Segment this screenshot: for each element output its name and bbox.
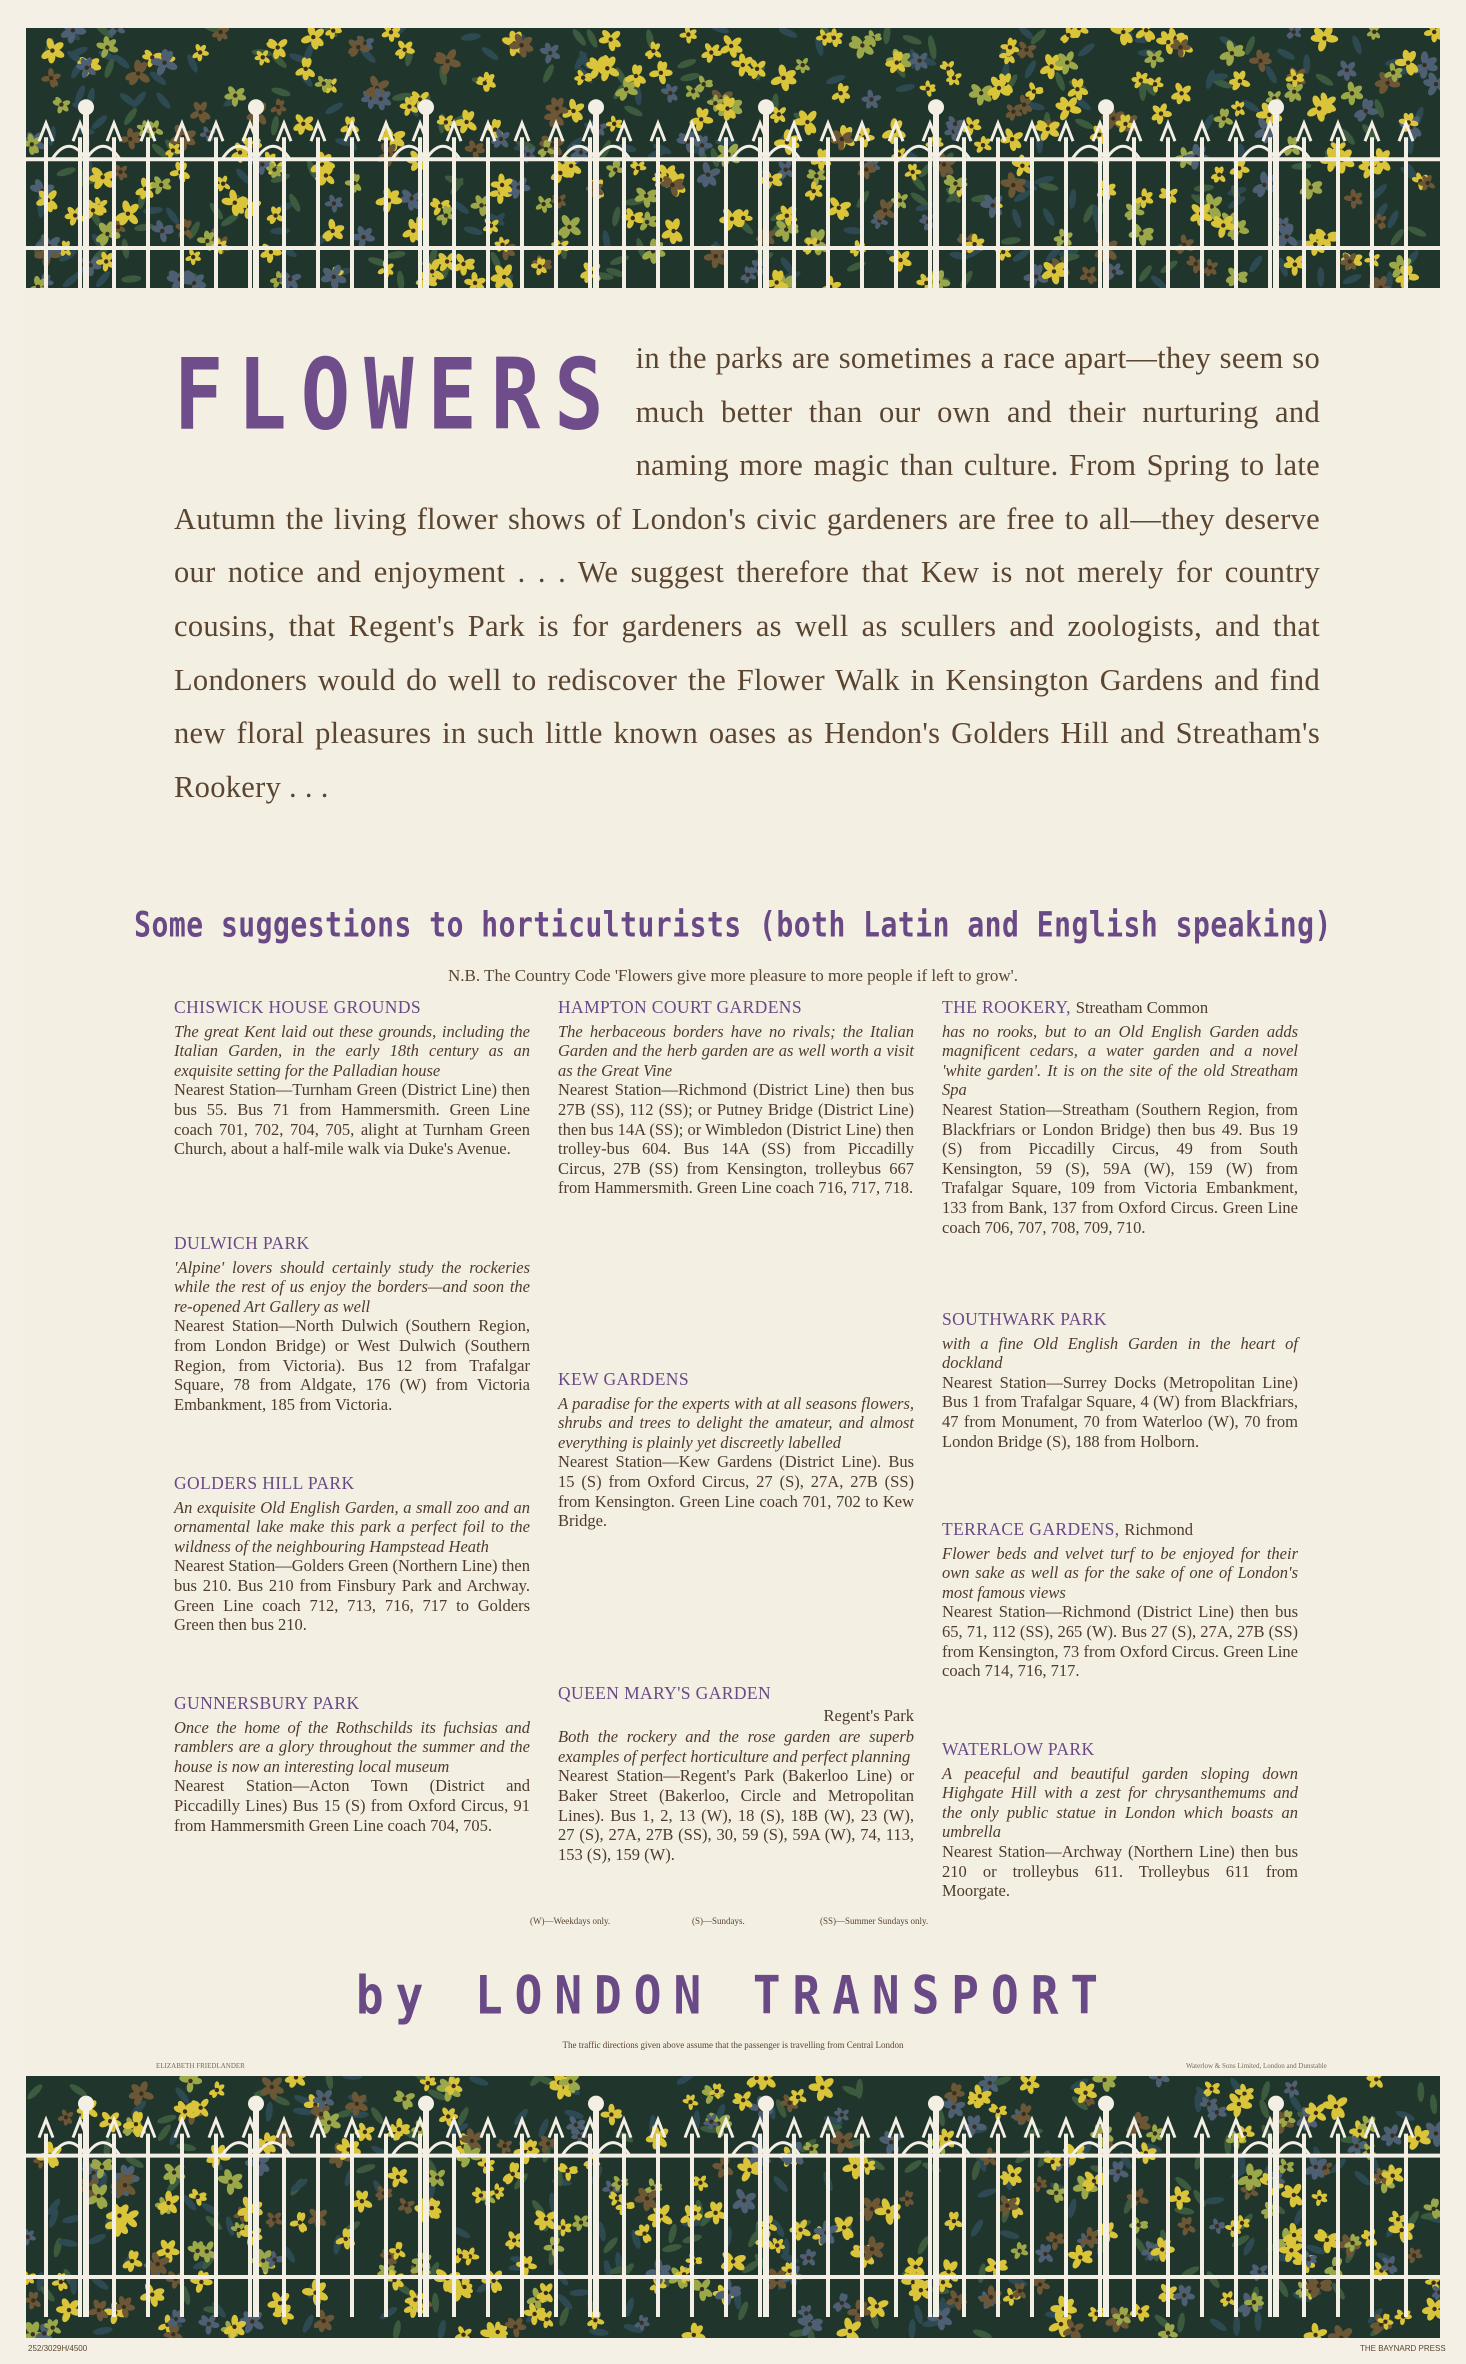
entry-title: HAMPTON COURT GARDENS (558, 997, 802, 1017)
flowers-heading: FLOWERS (174, 338, 618, 453)
entry-chiswick-house (174, 998, 530, 1159)
suggestions-subheading: Some suggestions to horticulturists (both Latin and English speaking) (134, 903, 1332, 946)
london-transport-brand: by LONDON TRANSPORT (355, 1963, 1111, 2027)
entry-description: An exquisite Old English Garden, a small zoo and an ornamental lake make this park a perfect foil to the wildness of the neighbouring Hampstead Heath (174, 1497, 530, 1556)
entry-the-rookery (942, 998, 1298, 1237)
floral-railing-band-bottom (26, 2076, 1440, 2338)
entry-golders-hill-park (174, 1474, 530, 1635)
printer-credit: Waterlow & Sons Limited, London and Dunstable (1186, 2062, 1327, 2070)
entry-dulwich-park (174, 1234, 530, 1414)
entry-description: has no rooks, but to an Old English Garden adds magnificent cedars, a water garden and a novel 'white garden'. It is on the site of the old Streatham Spa (942, 1021, 1298, 1100)
entry-directions: Nearest Station—Streatham (Southern Region, from Blackfriars or London Bridge) then bus 49. Bus 19 (S) from Piccadilly Circus, 49 from South Kensington, 59 (S), 59A (W), 159 (W) from Trafalgar Square, 109 from Victoria Embankment, 133 from Bank, 137 from Oxford Circus. Green Line coach 706, 707, 708, 709, 710. (942, 1099, 1298, 1237)
entry-directions: Nearest Station—Archway (Northern Line) then bus 210 or trolleybus 611. Trolleybus 611 from Moorgate. (942, 1841, 1298, 1901)
traffic-directions-note: The traffic directions given above assume that the passenger is travelling from Central London (562, 2040, 904, 2050)
floral-railing-band-top (26, 28, 1440, 288)
entry-description: Once the home of the Rothschilds its fuchsias and ramblers are a glory throughout the summer and the house is now an interesting local museum (174, 1717, 530, 1776)
country-code-note: N.B. The Country Code 'Flowers give more pleasure to more people if left to grow'. (448, 966, 1018, 985)
entry-terrace-gardens (942, 1520, 1298, 1681)
entry-directions: Nearest Station—Regent's Park (Bakerloo Line) or Baker Street (Bakerloo, Circle and Metropolitan Lines). Bus 1, 2, 13 (W), 18 (S), 18B (W), 23 (W), 27 (S), 27A, 27B (SS), 30, 59 (S), 59A (W), 74, 113, 153 (S), 159 (W). (558, 1766, 914, 1864)
entry-title-main: TERRACE GARDENS, (942, 1519, 1120, 1539)
intro-paragraph (174, 332, 1320, 814)
print-code: 252/3029H/4500 (28, 2344, 88, 2353)
intro-text: in the parks are sometimes a race apart—they seem so much better than our own and their nurturing and naming more magic than culture. From Spring to late Autumn the living flower shows of London's civic gardeners are free to all—they deserve our notice and enjoyment . . . We suggest therefore that Kew is not merely for country cousins, that Regent's Park is for gardeners as well as scullers and zoologists, and that Londoners would do well to rediscover the Flower Walk in Kensington Gardens and find new floral pleasures in such little known oases as Hendon's Golders Hill and Streatham's Rookery . . . (174, 341, 1320, 804)
entry-description: Flower beds and velvet turf to be enjoyed for their own sake as well as for the sake of one of London's most famous views (942, 1543, 1298, 1602)
entry-directions: Nearest Station—Acton Town (District and Piccadilly Lines) Bus 15 (S) from Oxford Circus, 91 from Hammersmith Green Line coach 704, 705. (174, 1776, 530, 1835)
legend-summer-sundays: (SS)—Summer Sundays only. (820, 1916, 929, 1926)
entry-description: 'Alpine' lovers should certainly study the rockeries while the rest of us enjoy the borders—and soon the re-opened Art Gallery as well (174, 1257, 530, 1316)
entry-description: The herbaceous borders have no rivals; the Italian Garden and the herb garden are as well worth a visit as the Great Vine (558, 1021, 914, 1080)
entry-title-suffix: Richmond (1124, 1520, 1194, 1539)
legend-weekdays: (W)—Weekdays only. (530, 1916, 611, 1926)
entry-subtitle: Regent's Park (823, 1705, 914, 1725)
entry-description: The great Kent laid out these grounds, including the Italian Garden, in the early 18th century as an exquisite setting for the Palladian house (174, 1021, 530, 1080)
entry-hampton-court (558, 998, 914, 1198)
entry-title: GUNNERSBURY PARK (174, 1693, 360, 1713)
entry-title: SOUTHWARK PARK (942, 1309, 1107, 1329)
entry-description: A peaceful and beautiful garden sloping down Highgate Hill with a zest for chrysanthemums and the only public statue in London which boasts an umbrella (942, 1763, 1298, 1842)
artist-credit: ELIZABETH FRIEDLANDER (156, 2062, 245, 2070)
press-name: THE BAYNARD PRESS (1360, 2344, 1446, 2353)
entry-title (942, 1520, 1298, 1540)
entry-title: DULWICH PARK (174, 1233, 310, 1253)
entry-title: QUEEN MARY'S GARDEN (558, 1683, 771, 1703)
entry-gunnersbury-park (174, 1694, 530, 1835)
entry-title: GOLDERS HILL PARK (174, 1473, 355, 1493)
entry-directions: Nearest Station—North Dulwich (Southern Region, from London Bridge) or West Dulwich (Southern Region, from Victoria). Bus 12 from Trafalgar Square, 78 from Aldgate, 176 (W) from Victoria Embankment, 185 from Victoria. (174, 1316, 530, 1414)
entry-kew-gardens (558, 1370, 914, 1531)
entry-description: A paradise for the experts with at all seasons flowers, shrubs and trees to delight the amateur, and almost everything is plainly yet discreetly labelled (558, 1393, 914, 1452)
entry-directions: Nearest Station—Kew Gardens (District Line). Bus 15 (S) from Oxford Circus, 27 (S), 27A, 27B (SS) from Kensington. Green Line coach 701, 702 to Kew Bridge. (558, 1452, 914, 1531)
entry-title: CHISWICK HOUSE GROUNDS (174, 997, 422, 1017)
entry-title (942, 998, 1298, 1018)
entry-title: WATERLOW PARK (942, 1739, 1095, 1759)
entry-waterlow-park (942, 1740, 1298, 1901)
entry-southwark-park (942, 1310, 1298, 1451)
entry-title: KEW GARDENS (558, 1369, 689, 1389)
entry-directions: Nearest Station—Surrey Docks (Metropolitan Line) Bus 1 from Trafalgar Square, 4 (W) from Blackfriars, 47 from Monument, 70 from Waterloo (W), 70 from London Bridge (S), 188 from Holborn. (942, 1372, 1298, 1451)
entry-directions: Nearest Station—Richmond (District Line) then bus 27B (SS), 112 (SS); or Putney Bridge (District Line) then bus 14A (SS); or Wimbledon (District Line) then trolley-bus 604. Bus 14A (SS) from Piccadilly Circus, 27B (SS) from Kensington, trolleybus 667 from Hammersmith. Green Line coach 716, 717, 718. (558, 1080, 914, 1198)
entry-title-main: THE ROOKERY, (942, 997, 1071, 1017)
entry-description: Both the rockery and the rose garden are superb examples of perfect horticulture and perfect planning (558, 1727, 914, 1766)
entry-directions: Nearest Station—Turnham Green (District Line) then bus 55. Bus 71 from Hammersmith. Green Line coach 701, 702, 704, 705, alight at Turnham Green Church, about a half-mile walk via Duke's Avenue. (174, 1080, 530, 1159)
entry-directions: Nearest Station—Golders Green (Northern Line) then bus 210. Bus 210 from Finsbury Park and Archway. Green Line coach 712, 713, 716, 717 to Golders Green then bus 210. (174, 1556, 531, 1635)
entry-queen-marys-garden (558, 1684, 914, 1864)
legend-sundays: (S)—Sundays. (692, 1916, 745, 1926)
poster (26, 28, 1440, 2338)
floral-pattern-top (26, 28, 1440, 288)
entry-directions: Nearest Station—Richmond (District Line) then bus 65, 71, 112 (SS), 265 (W). Bus 27 (S), 27A, 27B (SS) from Kensington, 73 from Oxford Circus. Green Line coach 714, 716, 717. (942, 1602, 1298, 1681)
entry-description: with a fine Old English Garden in the heart of dockland (942, 1333, 1298, 1373)
floral-pattern-bottom (26, 2076, 1440, 2338)
entry-title-suffix: Streatham Common (1075, 998, 1209, 1017)
